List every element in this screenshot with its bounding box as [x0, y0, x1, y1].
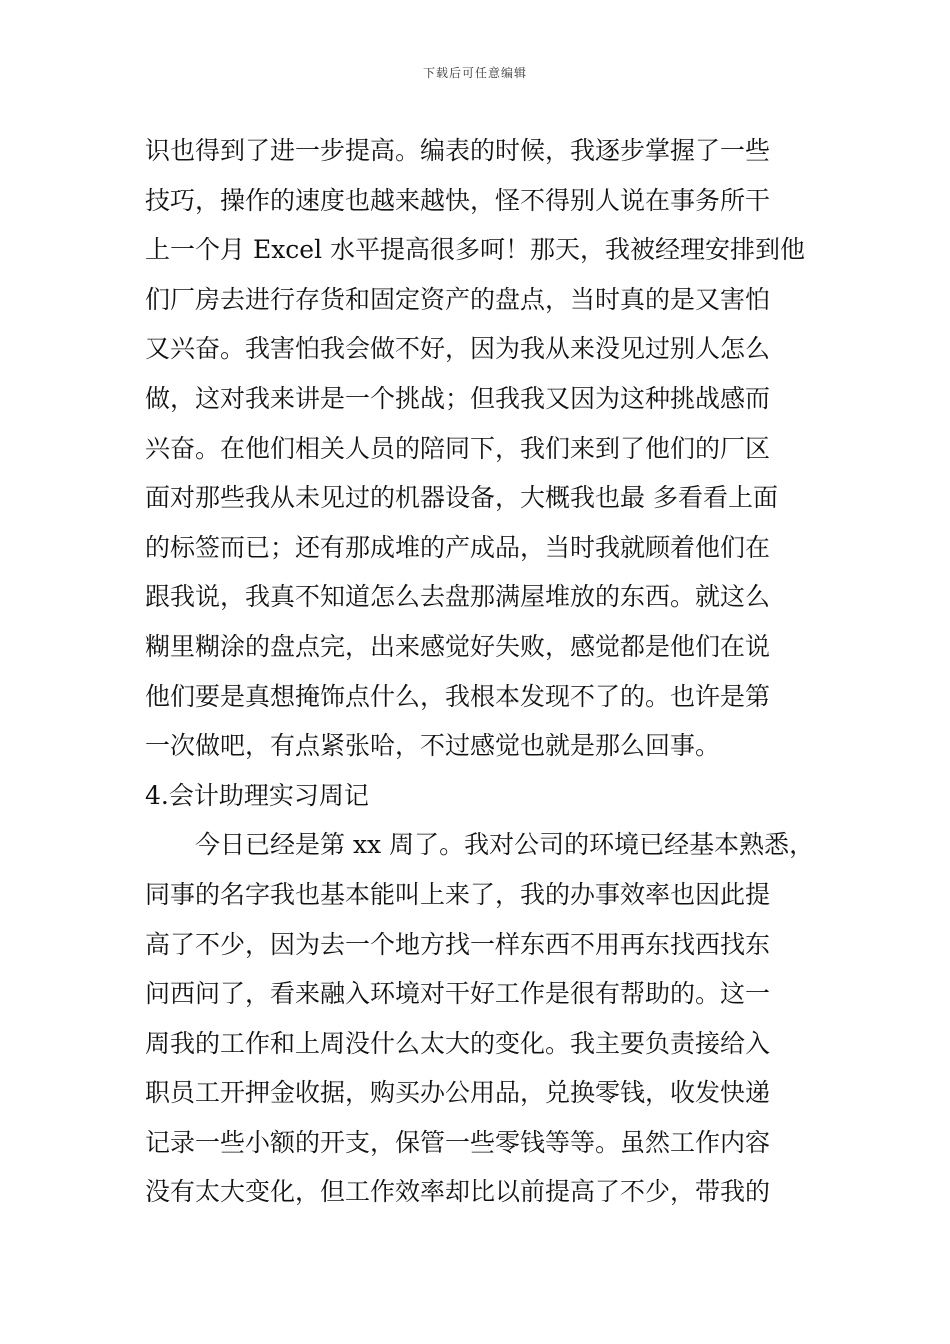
text-line: 一次做吧，有点紧张哈，不过感觉也就是那么回事。 — [145, 731, 721, 761]
text-line: 们厂房去进行存货和固定资产的盘点，当时真的是又害怕 — [145, 284, 771, 314]
text-line: 糊里糊涂的盘点完，出来感觉好失败，感觉都是他们在说 — [145, 631, 771, 661]
text-line: 技巧，操作的速度也越来越快，怪不得别人说在事务所干 — [145, 185, 771, 215]
text-line: 上一个月 Excel 水平提高很多呵！那天，我被经理安排到他 — [145, 235, 806, 265]
text-line: 做，这对我来讲是一个挑战；但我我又因为这种挑战感而 — [145, 383, 771, 413]
text-line: 周我的工作和上周没什么太大的变化。我主要负责接给入 — [145, 1028, 771, 1058]
text-line: 的标签而已；还有那成堆的产成品，当时我就顾着他们在 — [145, 532, 771, 562]
text-line: 识也得到了进一步提高。编表的时候，我逐步掌握了一些 — [145, 136, 771, 165]
text-line: 又兴奋。我害怕我会做不好，因为我从来没见过别人怎么 — [145, 334, 771, 364]
text-line: 同事的名字我也基本能叫上来了，我的办事效率也因此提 — [145, 879, 771, 909]
text-line: 没有太大变化，但工作效率却比以前提高了不少，带我的 — [145, 1177, 771, 1207]
text-line: 跟我说，我真不知道怎么去盘那满屋堆放的东西。就这么 — [145, 582, 771, 612]
text-line: 兴奋。在他们相关人员的陪同下，我们来到了他们的厂区 — [145, 433, 771, 463]
text-line: 记录一些小额的开支，保管一些零钱等等。虽然工作内容 — [145, 1127, 771, 1157]
section-heading: 4.会计助理实习周记 — [145, 780, 369, 810]
text-line: 职员工开押金收据，购买办公用品，兑换零钱，收发快递 — [145, 1078, 771, 1108]
page-header: 下载后可任意编辑 — [422, 66, 527, 80]
text-line: 他们要是真想掩饰点什么，我根本发现不了的。也许是第 — [145, 681, 771, 711]
text-line: 面对那些我从未见过的机器设备，大概我也最 多看看上面 — [145, 483, 778, 513]
document-body — [145, 126, 815, 1217]
text-line: 问西问了，看来融入环境对干好工作是很有帮助的。这一 — [145, 979, 771, 1009]
paragraph-first-line: 今日已经是第 xx 周了。我对公司的环境已经基本熟悉， — [195, 830, 815, 860]
text-line: 高了不少，因为去一个地方找一样东西不用再东找西找东 — [145, 929, 771, 959]
